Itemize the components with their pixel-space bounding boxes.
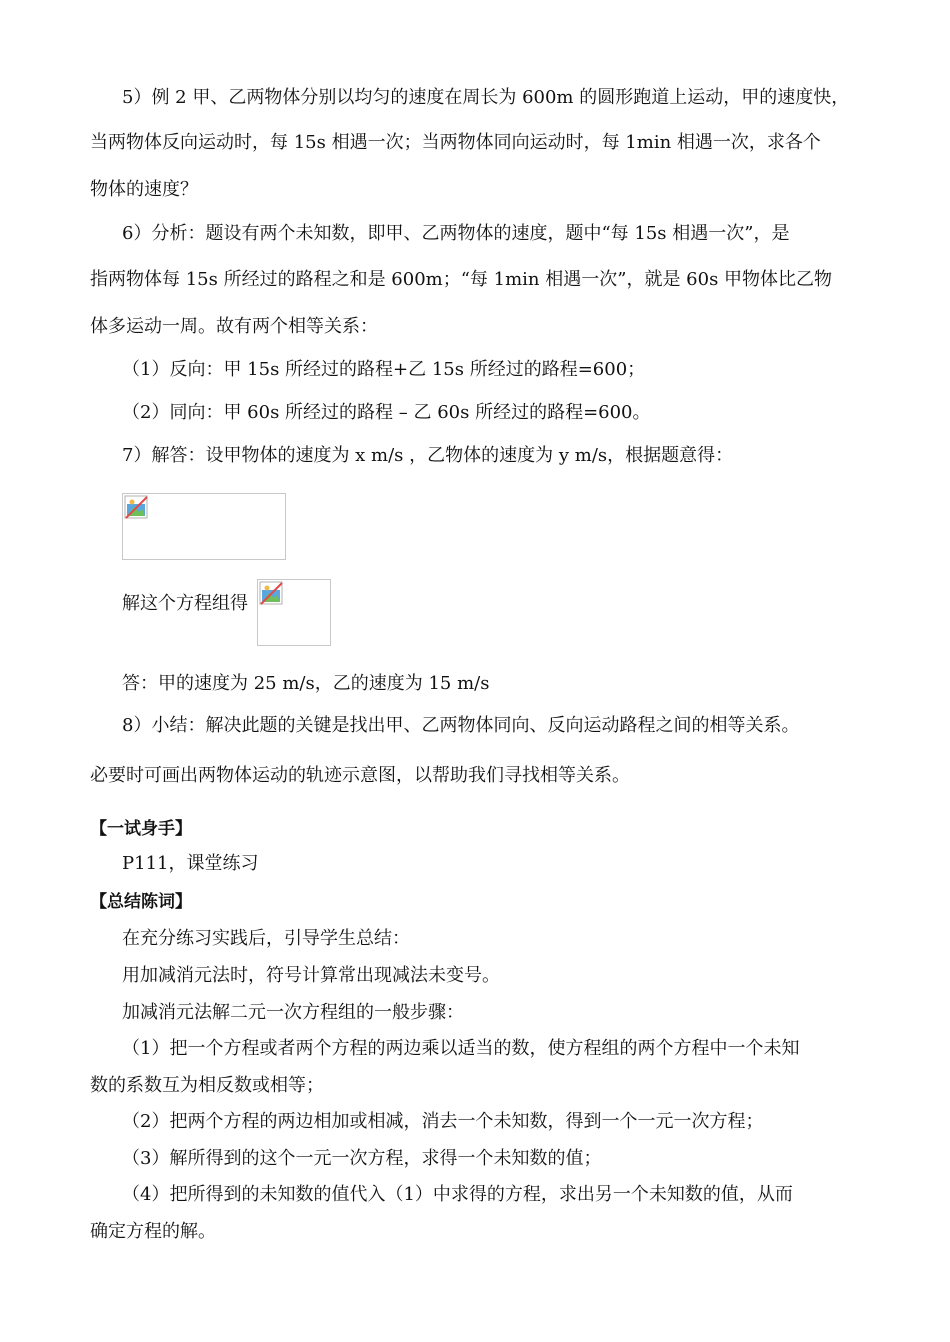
- step-3: （3）解所得到的这个一元一次方程，求得一个未知数的值；: [122, 1148, 602, 1169]
- step-1-line: 数的系数互为相反数或相等；: [90, 1075, 324, 1096]
- step-4-line: 确定方程的解。: [90, 1221, 216, 1242]
- solve-label: 解这个方程组得: [122, 593, 248, 614]
- example-paragraph-line: 当两物体反向运动时，每 15s 相遇一次；当两物体同向运动时，每 1min 相遇一次，求各个: [90, 132, 821, 153]
- try-heading: 【一试身手】: [90, 819, 192, 839]
- relation-1: （1）反向：甲 15s 所经过的路程+乙 15s 所经过的路程=600；: [122, 359, 646, 380]
- step-1-line: （1）把一个方程或者两个方程的两边乘以适当的数，使方程组的两个方程中一个未知: [122, 1038, 800, 1059]
- analysis-paragraph-line: 6）分析：题设有两个未知数，即甲、乙两物体的速度，题中“每 15s 相遇一次”，是: [122, 223, 790, 244]
- answer-line: 答：甲的速度为 25 m/s，乙的速度为 15 m/s: [122, 673, 490, 694]
- summary-heading: 【总结陈词】: [90, 892, 192, 912]
- analysis-paragraph-line: 体多运动一周。故有两个相等关系：: [90, 316, 378, 337]
- broken-image-icon: [123, 494, 149, 520]
- step-2: （2）把两个方程的两边相加或相减，消去一个未知数，得到一个一元一次方程；: [122, 1111, 764, 1132]
- broken-image-icon: [258, 580, 284, 606]
- solution-paragraph: 7）解答：设甲物体的速度为 x m/s ，乙物体的速度为 y m/s，根据题意得：: [122, 445, 734, 466]
- example-paragraph-line: 5）例 2 甲、乙两物体分别以均匀的速度在周长为 600m 的圆形跑道上运动，甲的速度快，: [122, 87, 850, 108]
- try-text: P111，课堂练习: [122, 853, 259, 874]
- step-4-line: （4）把所得到的未知数的值代入（1）中求得的方程，求出另一个未知数的值，从而: [122, 1184, 793, 1205]
- summary-paragraph-line: 8）小结：解决此题的关键是找出甲、乙两物体同向、反向运动路程之间的相等关系。: [122, 715, 800, 736]
- summary-intro: 在充分练习实践后，引导学生总结：: [122, 928, 410, 949]
- relation-2: （2）同向：甲 60s 所经过的路程 – 乙 60s 所经过的路程=600。: [122, 402, 651, 423]
- equation-system-image: [122, 493, 286, 560]
- summary-note: 用加减消元法时，符号计算常出现减法未变号。: [122, 965, 500, 986]
- analysis-paragraph-line: 指两物体每 15s 所经过的路程之和是 600m；“每 1min 相遇一次”，就是 60s 甲物体比乙物: [90, 269, 833, 290]
- example-paragraph-line: 物体的速度？: [90, 179, 198, 200]
- steps-title: 加减消元法解二元一次方程组的一般步骤：: [122, 1002, 464, 1023]
- summary-paragraph-line: 必要时可画出两物体运动的轨迹示意图，以帮助我们寻找相等关系。: [90, 765, 630, 786]
- solution-image: [257, 579, 331, 646]
